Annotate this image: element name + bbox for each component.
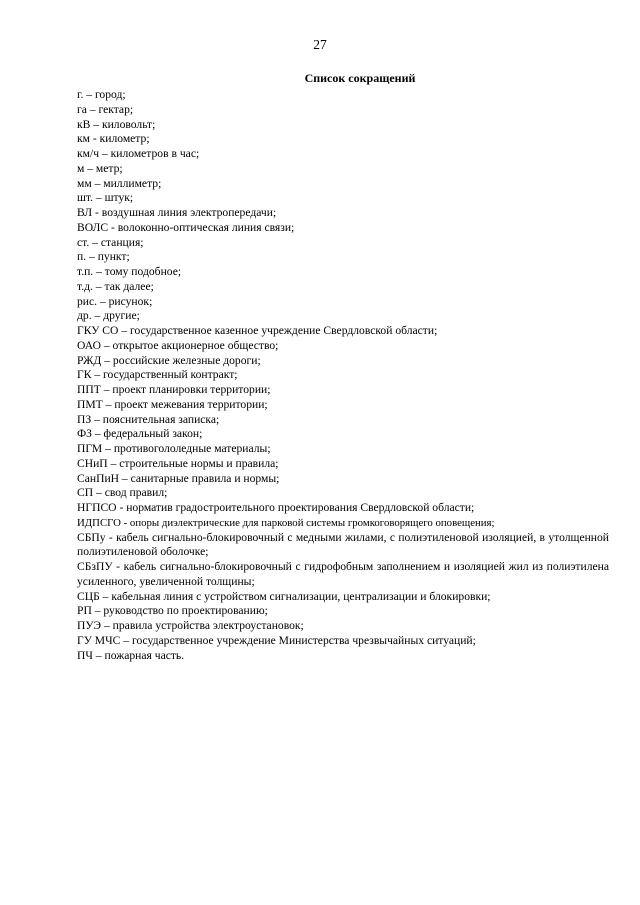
list-item: ИДПСГО - опоры диэлектрические для парковой системы громкоговорящего оповещения; bbox=[77, 516, 495, 529]
list-item: РЖД – российские железные дороги; bbox=[77, 353, 261, 367]
list-item: т.п. – тому подобное; bbox=[77, 265, 182, 278]
list-item: ППТ – проект планировки территории; bbox=[77, 383, 271, 396]
list-item: га – гектар; bbox=[77, 102, 134, 116]
list-item: г. – город; bbox=[77, 88, 126, 101]
list-item: рис. – рисунок; bbox=[77, 294, 153, 308]
list-item: ГК – государственный контракт; bbox=[77, 368, 238, 382]
list-item: др. – другие; bbox=[77, 309, 140, 323]
list-item: ВЛ - воздушная линия электропередачи; bbox=[77, 206, 277, 219]
list-item: РП – руководство по проектированию; bbox=[77, 604, 268, 618]
list-item: км/ч – километров в час; bbox=[77, 147, 200, 160]
list-item: ВОЛС - волоконно-оптическая линия связи; bbox=[77, 220, 295, 234]
list-item: ПУЭ – правила устройства электроустановок; bbox=[77, 619, 304, 632]
list-item: НГПСО - норматив градостроительного проектирования Свердловской области; bbox=[77, 501, 475, 514]
list-item: шт. – штук; bbox=[77, 191, 134, 205]
list-item: ПЗ – пояснительная записка; bbox=[77, 412, 220, 426]
list-item: кВ – киловольт; bbox=[77, 117, 156, 131]
abbreviation-list bbox=[77, 88, 609, 663]
page-title: Список сокращений bbox=[304, 71, 416, 85]
list-item: ОАО – открытое акционерное общество; bbox=[77, 338, 279, 352]
list-item: СБзПУ - кабель сигнально-блокировочный с гидрофобным заполнением и изоляцией жил из полиэтилена усиленного, увеличенной толщины; bbox=[77, 560, 609, 588]
list-item: ПЧ – пожарная часть. bbox=[77, 648, 185, 662]
list-item: СНиП – строительные нормы и правила; bbox=[77, 456, 279, 470]
list-item: п. – пункт; bbox=[77, 250, 130, 264]
list-item: СБПу - кабель сигнально-блокировочный с медными жилами, с полиэтиленовой изоляцией, в утолщенной полиэтиленовой оболочке; bbox=[77, 530, 609, 559]
list-item: м – метр; bbox=[77, 161, 123, 175]
list-item: ПГМ – противогололедные материалы; bbox=[77, 442, 271, 455]
list-item: СЦБ – кабельная линия с устройством сигнализации, централизации и блокировки; bbox=[77, 589, 491, 603]
list-item: ГКУ СО – государственное казенное учреждение Свердловской области; bbox=[77, 324, 438, 337]
list-item: ст. – станция; bbox=[77, 235, 144, 249]
page-number: 27 bbox=[313, 37, 327, 52]
list-item: ПМТ – проект межевания территории; bbox=[77, 397, 268, 411]
list-item: ГУ МЧС – государственное учреждение Министерства чрезвычайных ситуаций; bbox=[77, 633, 476, 647]
list-item: СанПиН – санитарные правила и нормы; bbox=[77, 471, 280, 485]
list-item: мм – миллиметр; bbox=[77, 176, 162, 190]
list-item: км - километр; bbox=[77, 132, 150, 146]
list-item: СП – свод правил; bbox=[77, 486, 168, 500]
list-item: ФЗ – федеральный закон; bbox=[77, 427, 203, 441]
list-item: т.д. – так далее; bbox=[77, 279, 154, 293]
